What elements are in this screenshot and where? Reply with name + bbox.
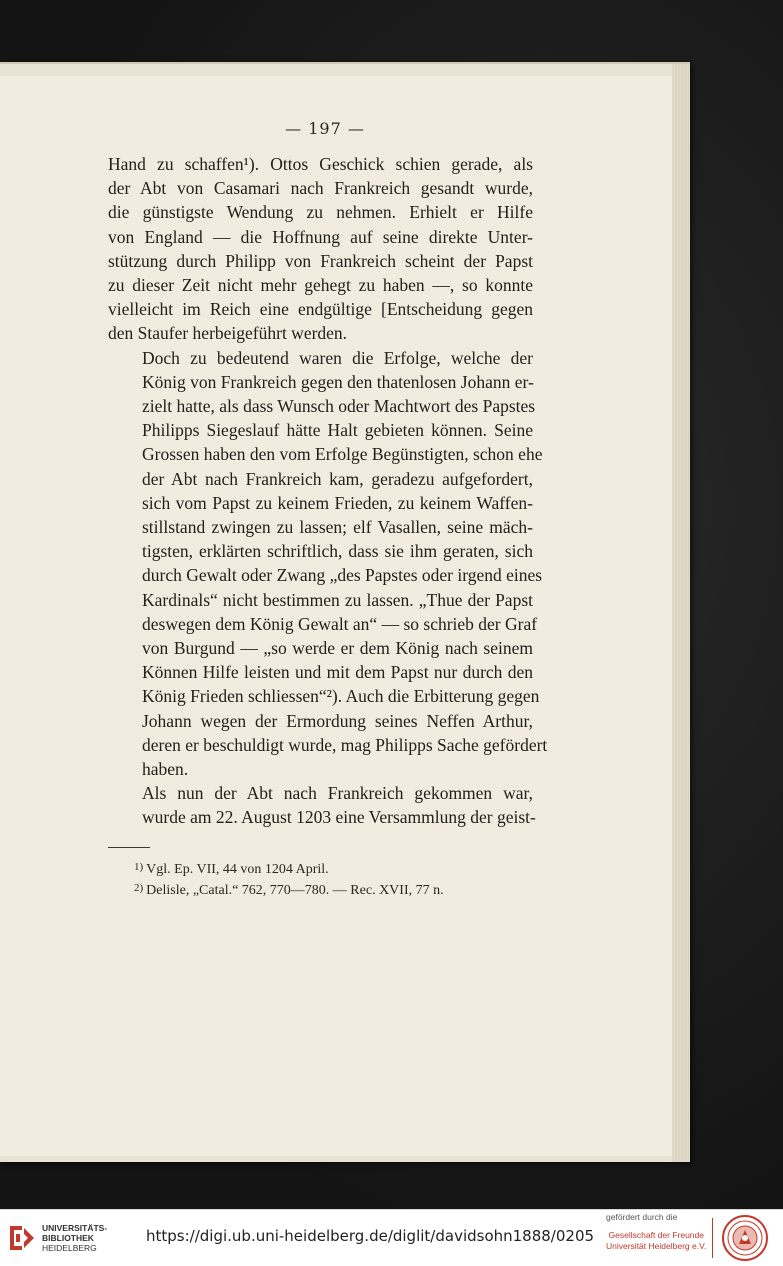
footnotes <box>134 858 534 900</box>
text-line: König von Frankreich gegen den thatenlosen Johann er- <box>142 371 534 392</box>
paragraph <box>108 781 536 829</box>
sponsor-divider <box>712 1218 713 1258</box>
page-number: — 197 — <box>285 119 365 138</box>
text-line: Kardinals“ nicht bestimmen zu lassen. „Thue der Papst <box>142 589 533 610</box>
footnote-text: Delisle, „Catal.“ 762, 770—780. — Rec. XVII, 77 n. <box>146 883 444 898</box>
text-line: Johann wegen der Ermordung seines Neffen Arthur, <box>142 710 533 731</box>
text-line: Philipps Siegeslauf hätte Halt gebieten können. Seine <box>142 420 533 441</box>
footnote-mark: 2) <box>134 882 144 894</box>
library-name-line: UNIVERSITÄTS- <box>42 1223 108 1233</box>
text-line: stillstand zwingen zu lassen; elf Vasallen, seine mäch- <box>142 517 533 538</box>
text-line: von England — die Hoffnung auf seine direkte Unter- <box>108 226 533 247</box>
footnote <box>134 858 534 879</box>
sponsor-name-line: Universität Heidelberg e.V. <box>606 1241 707 1251</box>
text-line: Als nun der Abt nach Frankreich gekommen war, <box>142 783 533 804</box>
text-line: deren er beschuldigt wurde, mag Philipps Sache gefördert <box>142 734 548 755</box>
text-line: stützung durch Philipp von Frankreich scheint der Papst <box>108 250 533 271</box>
sponsor-name-line: Gesellschaft der Freunde <box>608 1230 704 1240</box>
text-line: durch Gewalt oder Zwang „des Papstes oder irgend eines <box>142 565 543 586</box>
library-name-line: BIBLIOTHEK <box>42 1233 94 1243</box>
text-line: zu dieser Zeit nicht mehr gehegt zu haben —, so konnte <box>108 275 533 296</box>
footer-bar <box>0 1209 783 1266</box>
text-line: König Frieden schliessen“²). Auch die Erbitterung gegen <box>142 686 540 707</box>
university-seal-icon[interactable] <box>721 1214 769 1262</box>
text-line: haben. <box>142 759 189 780</box>
text-line: wurde am 22. August 1203 eine Versammlung der geist- <box>142 807 536 828</box>
body-text <box>108 152 548 830</box>
text-line: zielt hatte, als dass Wunsch oder Machtwort des Papstes <box>142 396 536 417</box>
footnote-text: Vgl. Ep. VII, 44 von 1204 April. <box>146 862 329 877</box>
text-line: Hand zu schaffen¹). Ottos Geschick schien gerade, als <box>108 154 533 174</box>
text-line: der Abt von Casamari nach Frankreich gesandt wurde, <box>108 178 533 199</box>
text-line: Doch zu bedeutend waren die Erfolge, welche der <box>142 347 533 368</box>
text-line: den Staufer herbeigeführt werden. <box>108 323 348 344</box>
sponsor-label: gefördert durch die <box>606 1212 678 1222</box>
paragraph <box>108 152 533 346</box>
text-line: Können Hilfe leisten und mit dem Papst nur durch den <box>142 662 533 683</box>
text-line: der Abt nach Frankreich kam, geradezu aufgefordert, <box>142 468 533 489</box>
library-name-line: HEIDELBERG <box>42 1243 97 1253</box>
permalink-url[interactable]: https://digi.ub.uni-heidelberg.de/diglit/davidsohn1888/0205 <box>146 1227 595 1245</box>
page-edges <box>672 64 690 1162</box>
footnote <box>134 879 534 900</box>
sponsor-name[interactable] <box>606 1230 707 1252</box>
paragraph <box>108 346 548 782</box>
text-line: Grossen haben den vom Erfolge Begünstigten, schon ehe <box>142 444 543 465</box>
text-line: sich vom Papst zu keinem Frieden, zu keinem Waffen- <box>142 492 533 513</box>
text-line: deswegen dem König Gewalt an“ — so schrieb der Graf <box>142 613 538 634</box>
footnote-mark: 1) <box>134 861 144 873</box>
library-name[interactable] <box>42 1223 107 1253</box>
footnote-rule <box>108 847 150 848</box>
text-line: vielleicht im Reich eine endgültige [Entscheidung gegen <box>108 299 533 320</box>
text-line: von Burgund — „so werde er dem König nach seinem <box>142 638 533 659</box>
ub-logo-icon[interactable] <box>6 1222 38 1254</box>
text-line: tigsten, erklärten schriftlich, dass sie ihm geraten, sich <box>142 541 533 562</box>
text-line: die günstigste Wendung zu nehmen. Erhielt er Hilfe <box>108 202 533 223</box>
